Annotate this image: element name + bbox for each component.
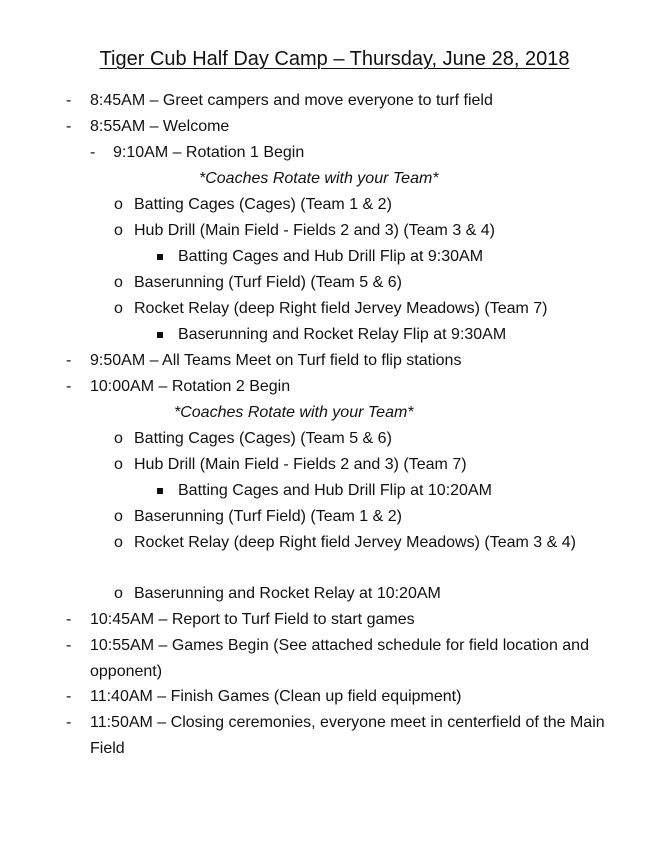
list-item: o Rocket Relay (deep Right field Jervey Meadows) (Team 7) [114, 300, 548, 317]
list-item: o Baserunning (Turf Field) (Team 5 & 6) [114, 274, 402, 291]
schedule-list [0, 88, 669, 761]
list-item: - 9:10AM – Rotation 1 Begin [90, 144, 305, 161]
list-item: - 8:45AM – Greet campers and move everyone to turf field [66, 92, 493, 109]
list-item: o Batting Cages (Cages) (Team 1 & 2) [114, 196, 392, 213]
list-item: o Batting Cages (Cages) (Team 5 & 6) [114, 430, 392, 447]
list-item: *Coaches Rotate with your Team* [174, 404, 414, 421]
square-bullet-icon [157, 332, 163, 338]
list-item: - 11:40AM – Finish Games (Clean up field equipment) [66, 688, 462, 705]
list-item: Baserunning and Rocket Relay Flip at 9:30AM [0, 322, 669, 348]
list-item: o Hub Drill (Main Field - Fields 2 and 3) (Team 7) [114, 456, 467, 473]
list-item: o Baserunning (Turf Field) (Team 1 & 2) [114, 508, 402, 525]
list-item: - 10:45AM – Report to Turf Field to start games [66, 611, 415, 628]
list-item: o Baserunning and Rocket Relay at 10:20AM [114, 585, 441, 602]
list-item: Batting Cages and Hub Drill Flip at 10:20AM [0, 478, 669, 504]
list-item: Batting Cages and Hub Drill Flip at 9:30AM [0, 244, 669, 270]
list-item: - 8:55AM – Welcome [66, 118, 230, 135]
list-item: o Rocket Relay (deep Right field Jervey Meadows) (Team 3 & 4) [114, 534, 576, 551]
list-item: o Hub Drill (Main Field - Fields 2 and 3) (Team 3 & 4) [114, 222, 496, 239]
list-item: - 11:50AM – Closing ceremonies, everyone meet in centerfield of the Main Field [66, 714, 605, 757]
square-bullet-icon [157, 488, 163, 494]
list-item: *Coaches Rotate with your Team* [199, 170, 439, 187]
list-item: - 10:00AM – Rotation 2 Begin [66, 378, 291, 395]
list-item: - 10:55AM – Games Begin (See attached schedule for field location and opponent) [66, 637, 589, 680]
list-item: - 9:50AM – All Teams Meet on Turf field to flip stations [66, 352, 462, 369]
square-bullet-icon [157, 254, 163, 260]
page-title: Tiger Cub Half Day Camp – Thursday, June 28, 2018 [99, 48, 570, 70]
